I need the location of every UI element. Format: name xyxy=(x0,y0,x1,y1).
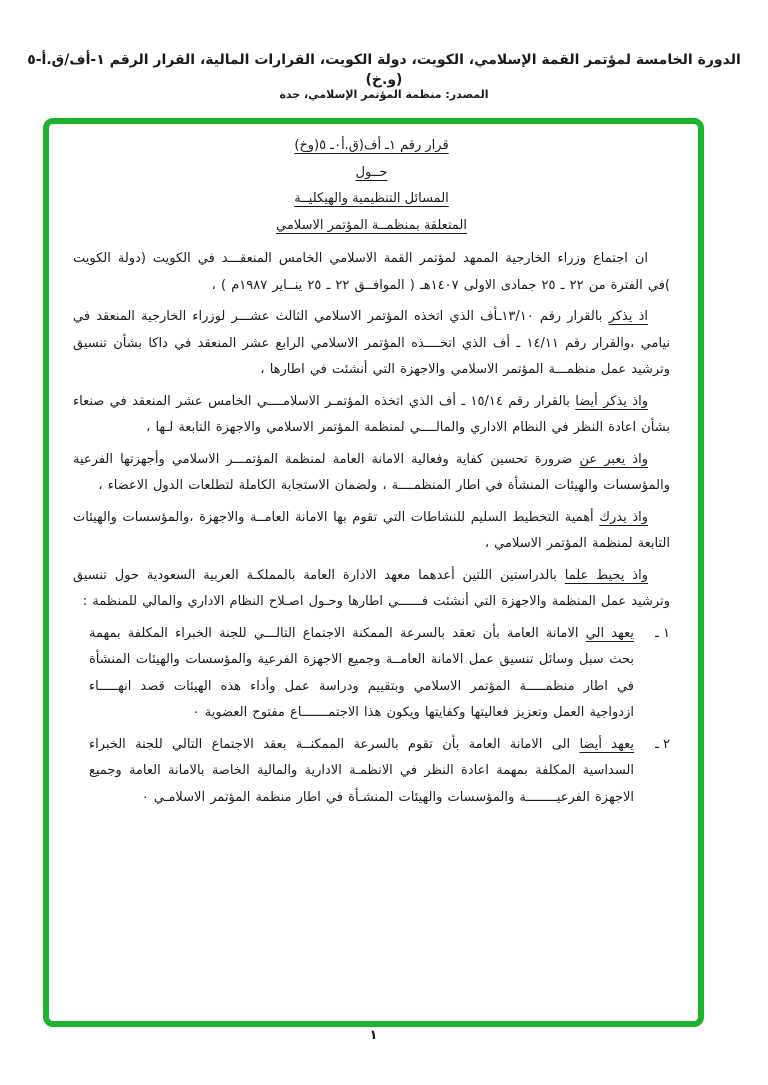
preamble-paragraph xyxy=(73,505,670,558)
paragraph-text: ان اجتماع وزراء الخارجية الممهد لمؤتمر القمة الاسلامي الخامس المنعقـــد في الكويت (دولة الكويت )في الفترة من ٢٢ ـ ٢٥ جمادى الاولى ١٤٠٧هـ ( الموافــق ٢٢ ـ ٢٥ ينــاير ١٩٨٧م ) ، xyxy=(73,251,670,293)
paragraph-lead: واذ يذكر أيضا xyxy=(575,393,648,409)
item-text: الامانة العامة بأن تعقد بالسرعة الممكنة الاجتماع التالـــي للجنة الخبراء المكلفة بمهمة بحث سبل وسائل تنسيق عمل الامانة العامــة وجميع الاجهزة الفرعية والمؤسسات والهيئات المنشأة في اطار منظمـــــة المؤتمر الاسلامي وبتقييم ودراسة عمل وأداء هذه الهيئات قصد انهـــــاء ازدواجية العمل وتعزيز فعاليتها وكفايتها ويكون هذا الاجتمـــــــاع مفتوح العضوية ٠ xyxy=(89,625,634,720)
paragraph-text: بالقرار رقم ١٣/١٠ـأف الذي اتخذه المؤتمر الاسلامي الثالث عشـــر لوزراء الخارجية المنعقد في نيامي ،والقرار رقم ١٤/١١ ـ أف الذي اتخــــذه المؤتمر الاسلامي الرابع عشر المنعقد في داكا بشأن تنسيق وترشيد عمل منظمـــة المؤتمر الاسلامي والاجهزة التي أنشئت في اطارها ، xyxy=(73,309,670,377)
paragraph-text: بالدراستين اللتين أعدهما معهد الادارة العامة بالمملكـة العربية السعودية حول تنسيق وترشيد عمل المنظمة والاجهزة التي أنشئت فــــــي اطارها وحـول اصـلاح النظام الاداري والمالي للمنظمة : xyxy=(73,567,670,609)
item-body xyxy=(73,621,634,727)
resolution-subject-line-2: المتعلقة بمنظمــة المؤتمر الاسلامي xyxy=(276,217,467,233)
numbered-item xyxy=(73,621,670,727)
preamble-paragraph xyxy=(73,447,670,500)
item-number: ١ ـ xyxy=(655,625,670,641)
preamble-paragraph xyxy=(73,246,670,299)
paragraph-text: أهمية التخطيط السليم للنشاطات التي تقوم بها الامانة العامــة والاجهزة ،والمؤسسات والهيئات التابعة لمنظمة المؤتمر الاسلامي ، xyxy=(73,509,670,551)
paragraph-lead: واذ يدرك xyxy=(599,509,649,525)
citation-source: المصدر: منظمة المؤتمر الإسلامي، جدة xyxy=(279,88,489,101)
item-number: ٢ ـ xyxy=(655,736,670,752)
citation-header: الدورة الخامسة لمؤتمر القمة الإسلامي، الكويت، دولة الكويت، القرارات المالية، القرار الرقم ١-أف/ق.أ-٥ (و.خ) xyxy=(27,52,741,88)
item-text: الى الامانة العامة بأن تقوم بالسرعة الممكنــة بعقد الاجتماع التالي للجنة الخبراء السداسية المكلفة بمهمة اعادة النظر في الانظمـة الادارية والمالية الخاصة بالامانة العامة وجميع الاجهزة الفرعيــــــــة والمؤسسات والهيئات المنشـأة في اطار منظمة المؤتمر الاسلامـي ٠ xyxy=(89,736,634,805)
resolution-about-line: حــول xyxy=(355,164,388,180)
item-lead: يعهد الي xyxy=(585,625,634,641)
numbered-item xyxy=(73,732,670,812)
preamble-paragraph xyxy=(73,563,670,616)
resolution-subject-line-1: المسائل التنظيمية والهيكليــة xyxy=(294,191,449,206)
paragraph-text: ضرورة تحسين كفاية وفعالية الامانة العامة لمنظمة المؤتمـــر الاسلامي وأجهزتها الفرعية والمؤسسات والهيئات المنشأة في اطار المنظمــــة ، ولضمان الاستجابة الكاملة لتطلعات الدول الاعضاء ، xyxy=(73,451,670,493)
preamble-paragraph xyxy=(73,389,670,442)
page-number: ١ xyxy=(369,1028,378,1043)
scanned-document-frame xyxy=(43,118,704,1027)
resolution-number-line: قرار رقم ١ـ أف(ق.أ٠ـ ٥(وخ) xyxy=(294,138,449,153)
paragraph-lead: واذ يعبر عن xyxy=(579,451,648,467)
preamble-paragraph xyxy=(73,304,670,384)
item-lead: يعهد أيضا xyxy=(579,736,634,752)
paragraph-lead: واذ يحيط علما xyxy=(564,567,648,583)
item-body xyxy=(73,732,634,812)
paragraph-text: بالقرار رقم ١٥/١٤ ـ أف الذي اتخذه المؤتمـر الاسلامــــي الخامس عشر المنعقد في صنعاء بشأن اعادة النظر في النظام الاداري والمالــــي لمنظمة المؤتمر الاسلامي والاجهزة التابعة لـها ، xyxy=(73,393,670,435)
paragraph-lead: اذ يذكر xyxy=(608,309,648,324)
resolution-title-block xyxy=(73,133,670,239)
